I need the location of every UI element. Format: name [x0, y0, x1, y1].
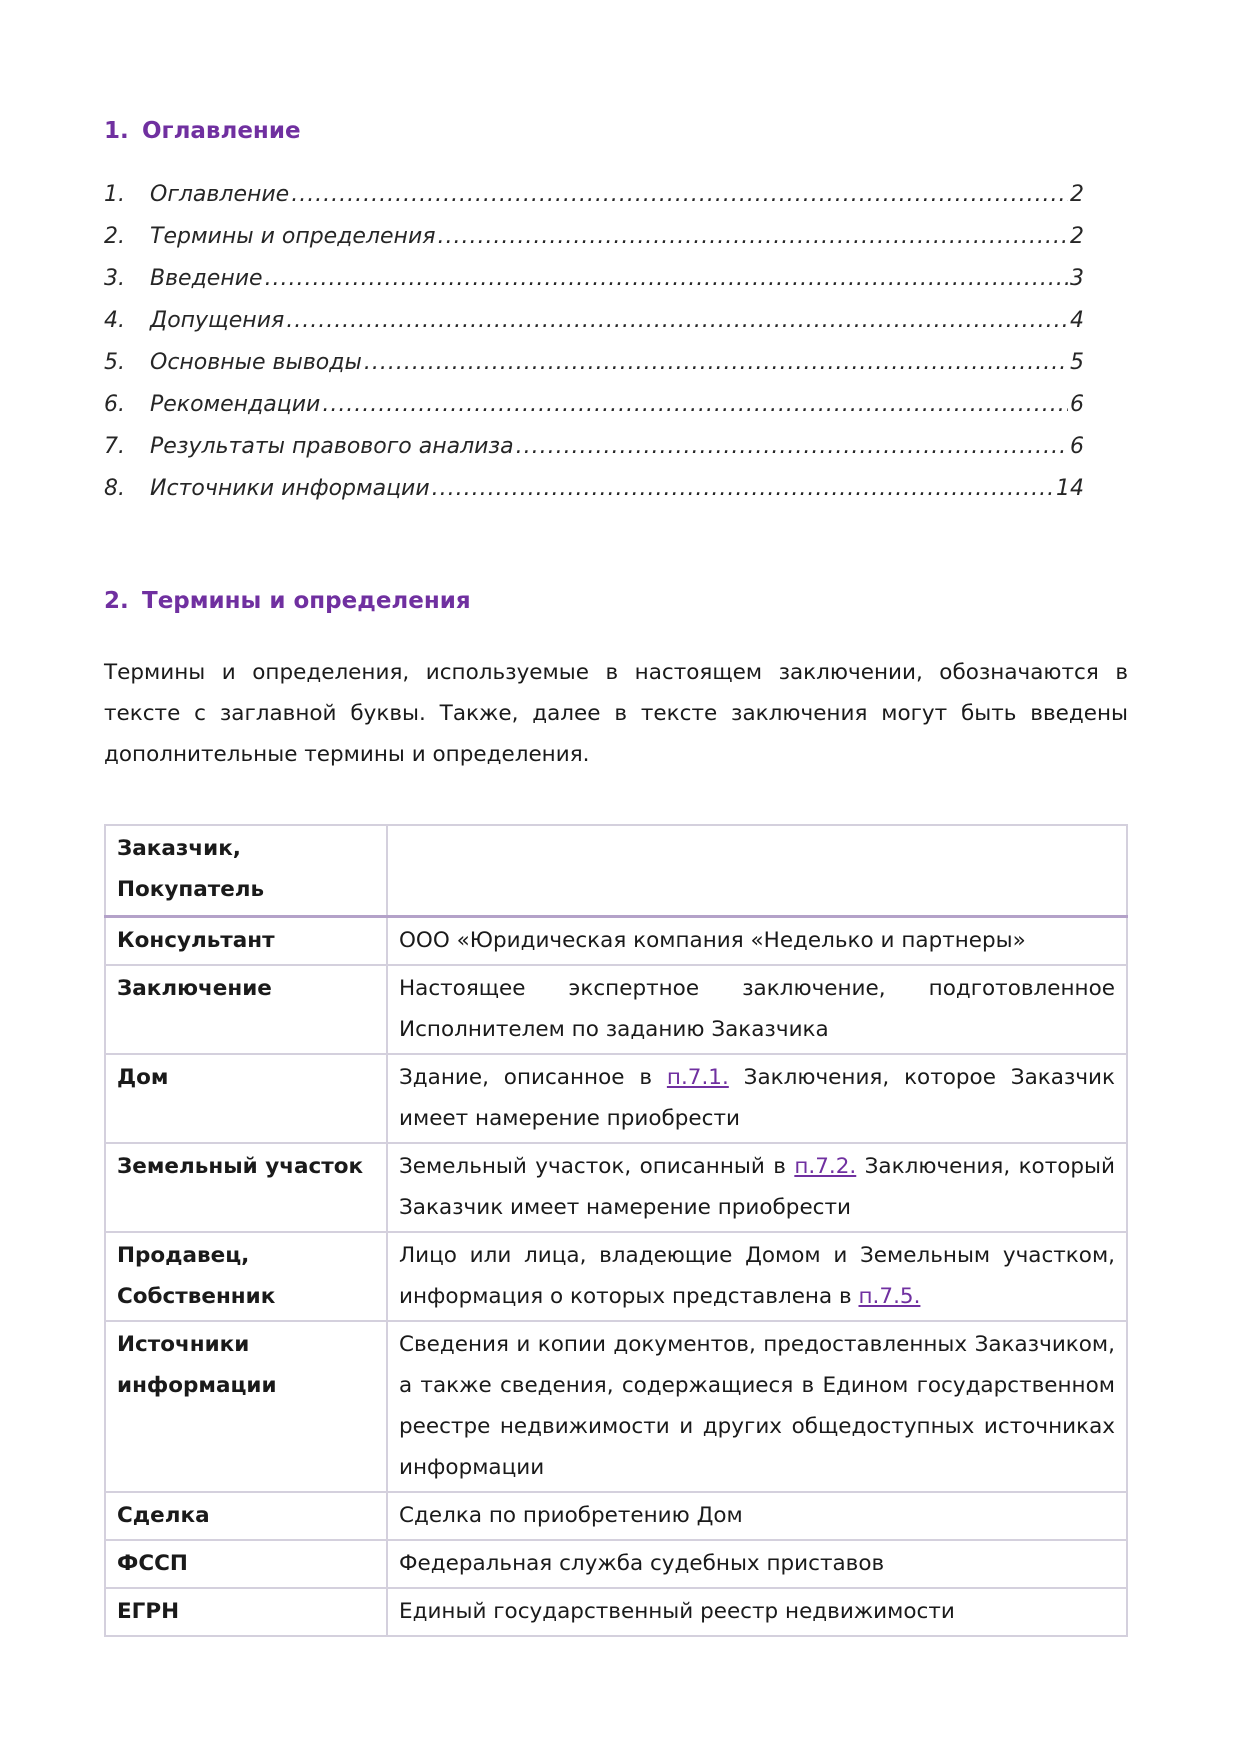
toc-leader-dots	[432, 476, 1054, 501]
toc-entry-title: Допущения	[150, 308, 285, 333]
section-reference-link[interactable]: п.7.2.	[794, 1154, 857, 1179]
terms-table-row	[105, 1321, 1127, 1492]
definition-text: ООО «Юридическая компания «Неделько и партнеры»	[399, 928, 1026, 953]
toc-entry-page: 3	[1070, 266, 1084, 291]
toc-entry-title: Рекомендации	[150, 392, 321, 417]
terms-table-row	[105, 825, 1127, 917]
term-cell: Заключение	[105, 965, 387, 1054]
toc-entry-title: Основные выводы	[150, 350, 362, 375]
toc-entry-title: Источники информации	[150, 476, 430, 501]
definition-text: Здание, описанное в	[399, 1065, 667, 1090]
toc-entry-page: 6	[1070, 392, 1084, 417]
toc-entry-number: 2.	[104, 224, 125, 249]
toc-entry[interactable]	[104, 392, 1084, 434]
term-cell: Дом	[105, 1054, 387, 1143]
toc-entry[interactable]	[104, 308, 1084, 350]
definition-text: Земельный участок, описанный в	[399, 1154, 795, 1179]
toc-entry-number: 8.	[104, 476, 125, 501]
terms-table	[104, 824, 1128, 1637]
terms-table-row	[105, 1588, 1127, 1636]
toc-entry-number: 5.	[104, 350, 125, 375]
term-cell: Земельный участок	[105, 1143, 387, 1232]
toc-entry-number: 1.	[104, 182, 125, 207]
definition-cell	[387, 1321, 1127, 1492]
definition-cell	[387, 1143, 1127, 1232]
toc-entry-page: 2	[1070, 182, 1084, 207]
section-number: 2.	[104, 588, 129, 614]
definition-text: Единый государственный реестр недвижимости	[399, 1599, 955, 1624]
definition-text-continued: Заключения, который Заказчик имеет намерение приобрести	[399, 1154, 1115, 1220]
toc-entry[interactable]	[104, 476, 1084, 518]
definition-cell	[387, 1492, 1127, 1540]
toc-entry[interactable]	[104, 224, 1084, 266]
toc-entry-number: 6.	[104, 392, 125, 417]
definition-text: Федеральная служба судебных приставов	[399, 1551, 885, 1576]
term-cell: Сделка	[105, 1492, 387, 1540]
definition-text: Настоящее экспертное заключение, подготовленное Исполнителем по заданию Заказчика	[399, 976, 1115, 1042]
term-cell: ФССП	[105, 1540, 387, 1588]
toc-leader-dots	[437, 224, 1068, 249]
terms-table-row	[105, 1492, 1127, 1540]
definition-cell	[387, 1588, 1127, 1636]
section-title: Термины и определения	[142, 588, 471, 614]
table-of-contents	[104, 182, 1084, 518]
terms-table-row	[105, 1540, 1127, 1588]
toc-entry-page: 4	[1070, 308, 1084, 333]
toc-entry-title: Результаты правового анализа	[150, 434, 514, 459]
definition-cell	[387, 1232, 1127, 1321]
definition-cell	[387, 1540, 1127, 1588]
term-cell: Продавец, Собственник	[105, 1232, 387, 1321]
section-reference-link[interactable]: п.7.5.	[858, 1284, 921, 1309]
toc-entry-number: 3.	[104, 266, 125, 291]
section-title: Оглавление	[142, 118, 301, 144]
section-reference-link[interactable]: п.7.1.	[666, 1065, 729, 1090]
terms-table-row	[105, 1143, 1127, 1232]
toc-entry-page: 2	[1070, 224, 1084, 249]
toc-entry[interactable]	[104, 350, 1084, 392]
toc-entry-title: Введение	[150, 266, 263, 291]
toc-leader-dots	[286, 308, 1068, 333]
term-cell: Заказчик, Покупатель	[105, 825, 387, 917]
term-cell: ЕГРН	[105, 1588, 387, 1636]
definition-cell	[387, 965, 1127, 1054]
definition-text-continued: Заключения, которое Заказчик имеет намерение приобрести	[399, 1065, 1116, 1131]
section-number: 1.	[104, 118, 129, 144]
toc-entry-page: 6	[1070, 434, 1084, 459]
terms-table-row	[105, 1054, 1127, 1143]
definition-text: Лицо или лица, владеющие Домом и Земельным участком, информация о которых представлена в	[399, 1243, 1115, 1309]
intro-paragraph: Термины и определения, используемые в настоящем заключении, обозначаются в тексте с заглавной буквы. Также, далее в тексте заключения могут быть введены дополнительные термины и определения.	[104, 660, 1128, 767]
terms-table-row	[105, 965, 1127, 1054]
toc-leader-dots	[364, 350, 1068, 375]
toc-entry[interactable]	[104, 434, 1084, 476]
toc-entry-title: Оглавление	[150, 182, 290, 207]
toc-entry-title: Термины и определения	[150, 224, 436, 249]
definition-cell	[387, 825, 1127, 917]
toc-entry[interactable]	[104, 182, 1084, 224]
section-heading-terms	[104, 588, 471, 614]
toc-entry[interactable]	[104, 266, 1084, 308]
toc-entry-page: 5	[1070, 350, 1084, 375]
section-heading-toc	[104, 118, 301, 144]
definition-text: Сведения и копии документов, предоставленных Заказчиком, а также сведения, содержащиеся в Едином государственном реестре недвижимости и других общедоступных источниках информации	[399, 1332, 1115, 1480]
terms-table-row	[105, 917, 1127, 966]
toc-entry-number: 4.	[104, 308, 125, 333]
toc-leader-dots	[265, 266, 1068, 291]
definition-text: Сделка по приобретению Дом	[399, 1503, 743, 1528]
terms-table-row	[105, 1232, 1127, 1321]
toc-leader-dots	[291, 182, 1068, 207]
definition-cell	[387, 917, 1127, 966]
term-cell: Консультант	[105, 917, 387, 966]
toc-leader-dots	[516, 434, 1068, 459]
toc-leader-dots	[322, 392, 1068, 417]
toc-entry-number: 7.	[104, 434, 125, 459]
term-cell: Источники информации	[105, 1321, 387, 1492]
toc-entry-page: 14	[1056, 476, 1084, 501]
definition-cell	[387, 1054, 1127, 1143]
